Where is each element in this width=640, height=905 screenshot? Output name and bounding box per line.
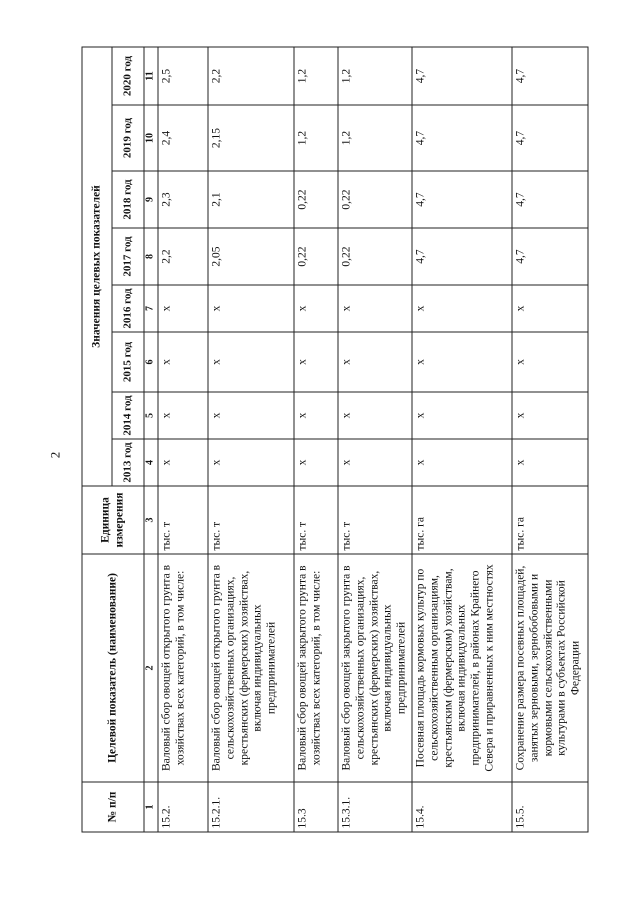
header-year: 2016 год [112, 285, 144, 332]
row-value: 4,7 [512, 47, 588, 105]
row-value: 1,2 [294, 47, 338, 105]
row-value: 4,7 [412, 47, 512, 105]
row-value: 2,05 [208, 228, 294, 285]
row-value: 2,4 [158, 105, 208, 171]
row-value: 2,1 [208, 171, 294, 228]
row-value: x [338, 332, 412, 392]
row-value: 4,7 [512, 105, 588, 171]
row-value: x [208, 439, 294, 486]
row-value: x [412, 332, 512, 392]
table-row [412, 47, 512, 832]
table-row [208, 47, 294, 832]
row-name: Валовый сбор овощей закрытого грунта в хозяйствах всех категорий, в том числе: [294, 554, 338, 782]
index-cell: 11 [144, 47, 158, 105]
row-unit: тыс. т [294, 486, 338, 554]
index-cell: 3 [144, 486, 158, 554]
table-row [158, 47, 208, 832]
index-cell: 1 [144, 782, 158, 832]
row-value: 2,2 [208, 47, 294, 105]
row-value: 4,7 [412, 228, 512, 285]
rotated-table-wrapper [82, 48, 582, 833]
row-name: Валовый сбор овощей открытого грунта в сельскохозяйственных организациях, крестьянских (фермерских) хозяйствах, включая индивидуальных предпринимателей [208, 554, 294, 782]
index-cell: 8 [144, 228, 158, 285]
row-unit: тыс. га [412, 486, 512, 554]
row-value: x [512, 285, 588, 332]
row-value: x [208, 392, 294, 439]
row-value: x [338, 439, 412, 486]
header-values-group: Значения целевых показателей [82, 47, 112, 486]
target-indicators-table [82, 47, 589, 833]
row-num: 15.3.1. [338, 782, 412, 832]
row-unit: тыс. т [208, 486, 294, 554]
header-year: 2019 год [112, 105, 144, 171]
row-value: x [294, 439, 338, 486]
row-num: 15.5. [512, 782, 588, 832]
row-value: x [338, 392, 412, 439]
page-number: 2 [47, 451, 63, 459]
index-cell: 9 [144, 171, 158, 228]
row-name: Посевная площадь кормовых культур по сельскохозяйственным организациям, крестьянским (фермерским) хозяйствам, включая индивидуальных предпринимателей, в районах Крайнего Севера и приравненных к ним местностях [412, 554, 512, 782]
row-value: x [412, 439, 512, 486]
row-value: 2,15 [208, 105, 294, 171]
table-row [338, 47, 412, 832]
row-value: x [412, 285, 512, 332]
row-value: 0,22 [294, 228, 338, 285]
row-value: x [158, 285, 208, 332]
table-row [294, 47, 338, 832]
row-name: Сохранение размера посевных площадей, занятых зерновыми, зернобобовыми и кормовыми сельскохозяйственными культурами в субъектах Российской Федерации [512, 554, 588, 782]
row-value: 1,2 [294, 105, 338, 171]
row-value: 4,7 [412, 105, 512, 171]
row-num: 15.4. [412, 782, 512, 832]
row-value: x [338, 285, 412, 332]
header-year: 2015 год [112, 332, 144, 392]
row-value: 2,2 [158, 228, 208, 285]
row-value: x [208, 332, 294, 392]
row-unit: тыс. т [158, 486, 208, 554]
row-unit: тыс. т [338, 486, 412, 554]
row-value: x [512, 439, 588, 486]
row-value: 0,22 [338, 228, 412, 285]
row-value: x [294, 392, 338, 439]
index-cell: 2 [144, 554, 158, 782]
index-cell: 5 [144, 392, 158, 439]
row-value: x [294, 332, 338, 392]
row-value: 4,7 [512, 171, 588, 228]
row-value: x [208, 285, 294, 332]
row-value: x [512, 332, 588, 392]
header-year: 2018 год [112, 171, 144, 228]
row-value: 1,2 [338, 105, 412, 171]
index-cell: 6 [144, 332, 158, 392]
row-num: 15.2.1. [208, 782, 294, 832]
index-cell: 4 [144, 439, 158, 486]
row-value: x [512, 392, 588, 439]
header-year: 2013 год [112, 439, 144, 486]
row-value: x [158, 392, 208, 439]
header-num: № п/п [82, 782, 144, 832]
index-cell: 10 [144, 105, 158, 171]
row-unit: тыс. га [512, 486, 588, 554]
row-value: 0,22 [294, 171, 338, 228]
row-value: 0,22 [338, 171, 412, 228]
row-value: 2,3 [158, 171, 208, 228]
header-unit: Единица измерения [82, 486, 144, 554]
index-cell: 7 [144, 285, 158, 332]
header-name: Целевой показатель (наименование) [82, 554, 144, 782]
row-value: 1,2 [338, 47, 412, 105]
row-name: Валовый сбор овощей открытого грунта в хозяйствах всех категорий, в том числе: [158, 554, 208, 782]
row-value: 2,5 [158, 47, 208, 105]
row-name: Валовый сбор овощей закрытого грунта в сельскохозяйственных организациях, крестьянских (фермерских) хозяйствах, включая индивидуальных предпринимателей [338, 554, 412, 782]
table-row [512, 47, 588, 832]
row-num: 15.3 [294, 782, 338, 832]
row-value: 4,7 [512, 228, 588, 285]
row-value: x [158, 332, 208, 392]
row-value: x [294, 285, 338, 332]
row-num: 15.2. [158, 782, 208, 832]
row-value: x [412, 392, 512, 439]
header-year: 2020 год [112, 47, 144, 105]
header-year: 2014 год [112, 392, 144, 439]
row-value: x [158, 439, 208, 486]
row-value: 4,7 [412, 171, 512, 228]
header-year: 2017 год [112, 228, 144, 285]
